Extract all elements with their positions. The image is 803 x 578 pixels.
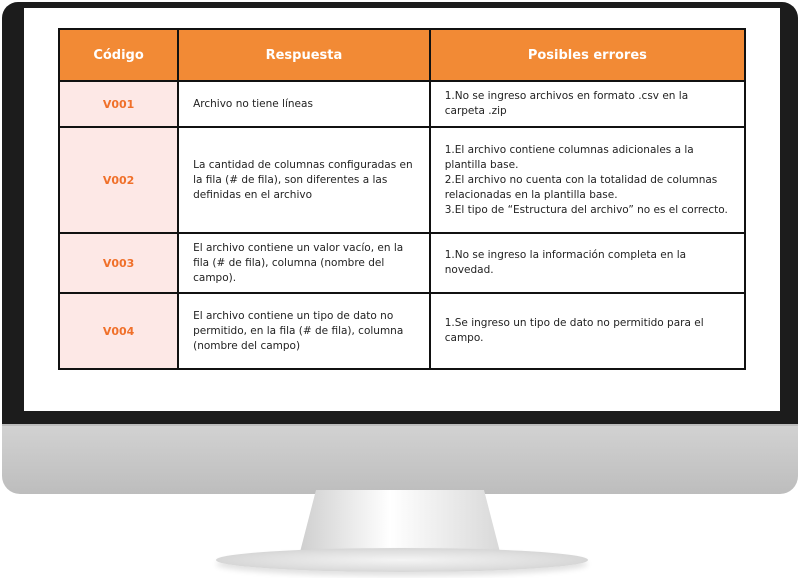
error-item: 1.Se ingreso un tipo de dato no permitido para el campo. [444, 317, 704, 344]
row-errors [430, 233, 745, 293]
monitor-bezel [2, 2, 798, 426]
table-row [59, 293, 745, 369]
row-response: La cantidad de columnas configuradas en la fila (# de fila), son diferentes a las definidas en el archivo [178, 127, 430, 233]
header-errors: Posibles errores [430, 29, 745, 81]
error-item: 3.El tipo de “Estructura del archivo” no es el correcto. [444, 203, 728, 216]
row-errors [430, 81, 745, 127]
error-item: 1.El archivo contiene columnas adicionales a la plantilla base. [444, 143, 694, 171]
error-item: 1.No se ingreso la información completa en la novedad. [444, 249, 687, 276]
header-response: Respuesta [178, 29, 430, 81]
row-code: V001 [59, 81, 178, 127]
row-errors [430, 293, 745, 369]
row-code: V003 [59, 233, 178, 293]
header-code: Código [59, 29, 178, 81]
table-header-row [59, 29, 745, 81]
error-item: 1.No se ingreso archivos en formato .csv en la carpeta .zip [444, 90, 689, 117]
table-row [59, 81, 745, 127]
table-row [59, 233, 745, 293]
table-row [59, 127, 745, 233]
monitor-stand-neck [300, 490, 500, 552]
validation-errors-table [58, 28, 746, 370]
monitor-chin-divider [2, 424, 798, 426]
row-response: El archivo contiene un valor vacío, en la fila (# de fila), columna (nombre del campo). [178, 233, 430, 293]
monitor-screen [24, 8, 780, 411]
error-item: 2.El archivo no cuenta con la totalidad de columnas relacionadas en la plantilla base. [444, 173, 718, 201]
row-response: Archivo no tiene líneas [178, 81, 430, 127]
row-code: V004 [59, 293, 178, 369]
monitor-stand-base [216, 548, 588, 572]
row-response: El archivo contiene un tipo de dato no permitido, en la fila (# de fila), columna (nombre del campo) [178, 293, 430, 369]
row-code: V002 [59, 127, 178, 233]
row-errors [430, 127, 745, 233]
